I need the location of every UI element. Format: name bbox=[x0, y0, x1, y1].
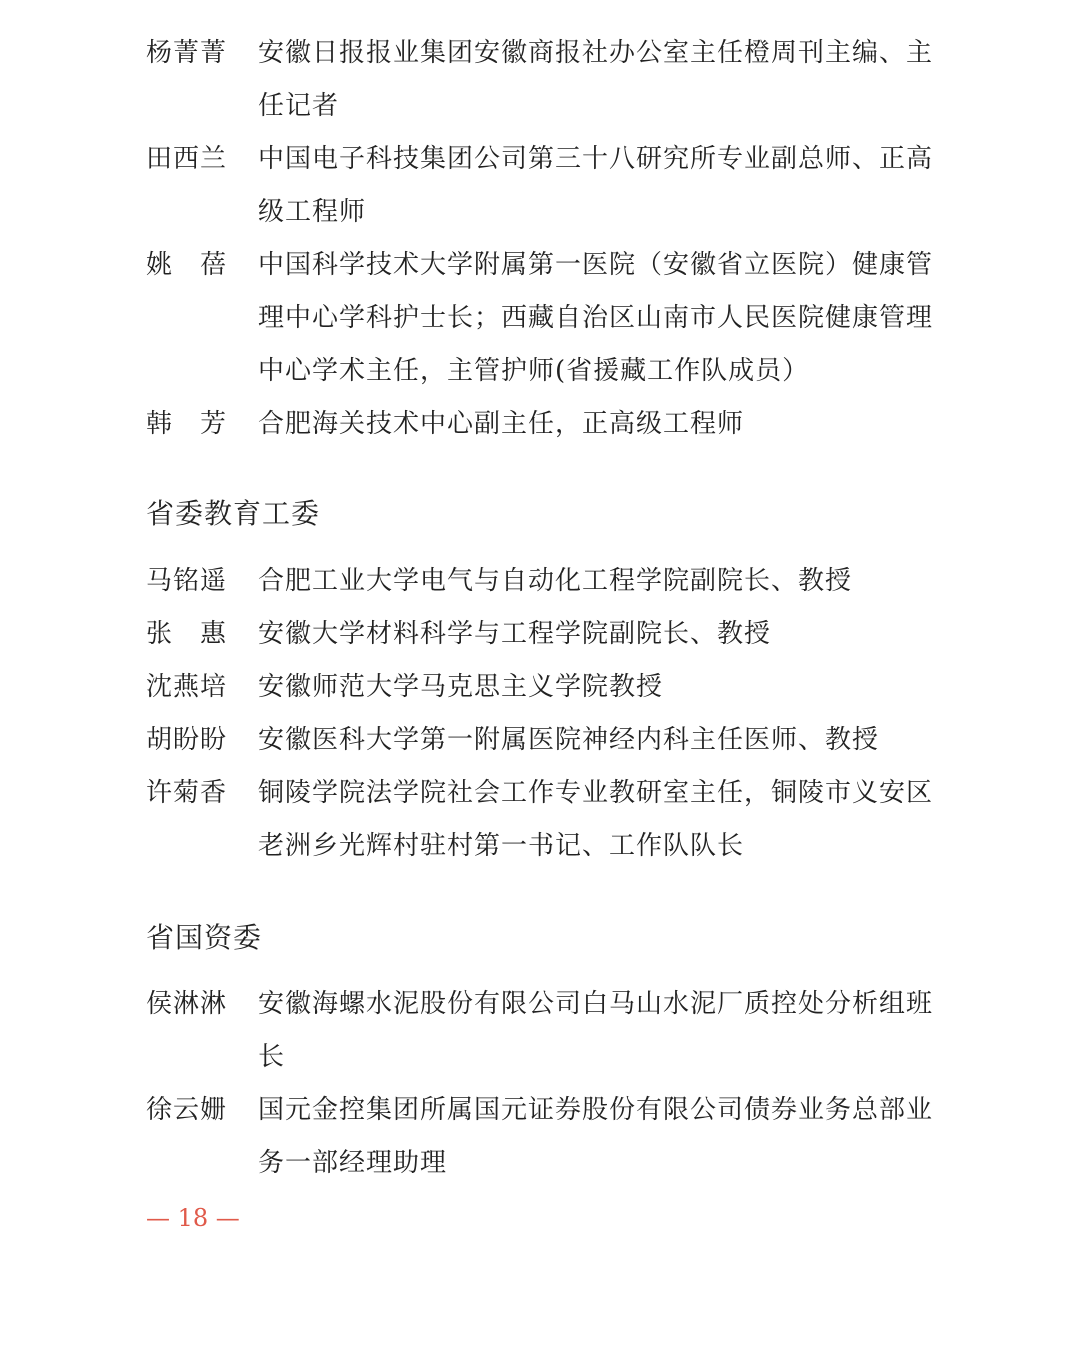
person-position: 中国科学技术大学附属第一医院（安徽省立医院）健康管理中心学科护士长；西藏自治区山南市人民医院健康管理中心学术主任，主管护师(省援藏工作队成员） bbox=[258, 250, 934, 386]
person-position: 合肥海关技术中心副主任，正高级工程师 bbox=[258, 409, 745, 439]
person-name: 许菊香 bbox=[146, 778, 228, 808]
list-group-3 bbox=[146, 978, 946, 1190]
list-item bbox=[146, 239, 946, 398]
person-position: 铜陵学院法学院社会工作专业教研室主任，铜陵市义安区老洲乡光辉村驻村第一书记、工作队队长 bbox=[258, 778, 934, 861]
page-number: — 18 — bbox=[146, 1204, 240, 1232]
person-name: 张 惠 bbox=[146, 619, 228, 649]
list-group-2 bbox=[146, 555, 946, 873]
list-item bbox=[146, 27, 946, 133]
person-position: 安徽师范大学马克思主义学院教授 bbox=[258, 672, 664, 702]
list-item bbox=[146, 767, 946, 873]
person-position: 安徽海螺水泥股份有限公司白马山水泥厂质控处分析组班长 bbox=[258, 989, 934, 1072]
person-name: 韩 芳 bbox=[146, 409, 228, 439]
person-name: 杨菁菁 bbox=[146, 38, 228, 68]
list-item bbox=[146, 555, 946, 608]
person-position: 安徽医科大学第一附属医院神经内科主任医师、教授 bbox=[258, 725, 880, 755]
list-item bbox=[146, 661, 946, 714]
list-item bbox=[146, 398, 946, 451]
person-position: 中国电子科技集团公司第三十八研究所专业副总师、正高级工程师 bbox=[258, 144, 934, 227]
list-item bbox=[146, 608, 946, 661]
person-position: 安徽日报报业集团安徽商报社办公室主任橙周刊主编、主任记者 bbox=[258, 38, 934, 121]
list-item bbox=[146, 714, 946, 767]
section-heading-sasac: 省国资委 bbox=[146, 921, 263, 954]
person-name: 侯淋淋 bbox=[146, 989, 228, 1019]
section-heading-education: 省委教育工委 bbox=[146, 497, 321, 530]
person-name: 田西兰 bbox=[146, 144, 228, 174]
person-name: 沈燕培 bbox=[146, 672, 228, 702]
person-position: 合肥工业大学电气与自动化工程学院副院长、教授 bbox=[258, 566, 853, 596]
list-item bbox=[146, 978, 946, 1084]
person-name: 徐云姗 bbox=[146, 1095, 228, 1125]
person-name: 姚 蓓 bbox=[146, 250, 228, 280]
list-item bbox=[146, 1084, 946, 1190]
person-position: 国元金控集团所属国元证券股份有限公司债券业务总部业务一部经理助理 bbox=[258, 1095, 934, 1178]
list-item bbox=[146, 133, 946, 239]
person-name: 胡盼盼 bbox=[146, 725, 228, 755]
person-position: 安徽大学材料科学与工程学院副院长、教授 bbox=[258, 619, 772, 649]
person-name: 马铭遥 bbox=[146, 566, 228, 596]
list-group-1 bbox=[146, 27, 946, 451]
